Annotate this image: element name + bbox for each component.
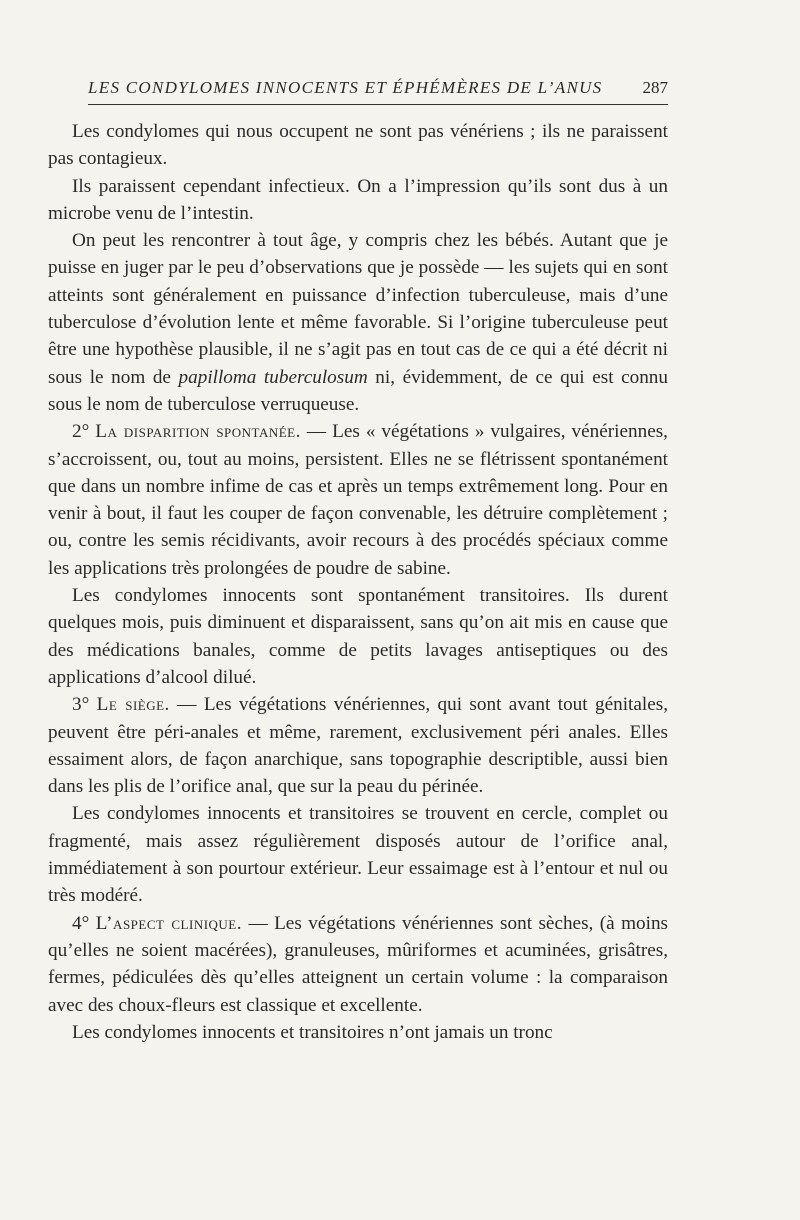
running-title: LES CONDYLOMES INNOCENTS ET ÉPHÉMÈRES DE L’ANUS xyxy=(88,78,603,97)
paragraph-9: Les condylomes innocents et transitoires n’ont jamais un tronc xyxy=(72,1021,553,1043)
section-2-title: La disparition spontanée. xyxy=(95,421,301,443)
section-2-number: 2° xyxy=(72,421,96,443)
book-page xyxy=(48,70,668,1046)
paragraph-2: Ils paraissent cependant infectieux. On a l’impression qu’ils sont dus à un microbe venu de l’intestin. xyxy=(48,175,668,224)
paragraph-5: Les condylomes innocents sont spontanément transitoires. Ils durent quelques mois, puis diminuent et disparaissent, sans qu’on ait mis en cause que des médications banales, comme de petits lavages antiseptiques ou des applications d’alcool dilué. xyxy=(48,585,668,688)
section-2-text: — Les « végétations » vulgaires, vénériennes, s’accroissent, ou, tout au moins, persistent. Elles ne se flétrissent spontanément que dans un nombre infime de cas et après un temps extrêmement long. Pour en venir à bout, il faut les couper de façon convenable, les détruire complètement ; ou, contre les semis récidivants, avoir recours à des procédés spéciaux comme les applications très prolongées de poudre de sabine. xyxy=(48,421,668,579)
running-head xyxy=(88,70,668,105)
page-number: 287 xyxy=(642,78,668,97)
section-3-title: Le siège. xyxy=(96,694,170,716)
latin-term: papilloma tuberculosum xyxy=(178,366,368,388)
section-3-paragraph xyxy=(48,691,668,800)
paragraph-3 xyxy=(48,227,668,418)
section-3-text: — Les végétations vénériennes, qui sont avant tout génitales, peuvent être péri-anales et même, rarement, exclusivement péri anales. Elles essaiment alors, de façon anarchique, sans topographie descriptible, aussi bien dans les plis de l’orifice anal, que sur la peau du périnée. xyxy=(48,694,668,798)
section-4-number: 4° xyxy=(72,912,96,934)
section-4-title: L’aspect clinique. xyxy=(95,912,243,934)
body-text xyxy=(48,118,668,1046)
paragraph-3-text-b: ni, évidemment, de ce qui est connu sous le nom de tuberculose verruqueuse. xyxy=(48,366,668,415)
paragraph-3-text-a: On peut les rencontrer à tout âge, y compris chez les bébés. Autant que je puisse en juger par le peu d’observations que je possède — les sujets qui en sont atteints sont généralement en puissance d’infection tuberculeuse, mais d’une tuberculose d’évolution lente et même favorable. Si l’origine tuberculeuse peut être une hypothèse plausible, il ne s’agit pas en tout cas de ce qui a été décrit ni sous le nom de xyxy=(48,230,668,388)
section-3-number: 3° xyxy=(72,694,97,716)
paragraph-7: Les condylomes innocents et transitoires se trouvent en cercle, complet ou fragmenté, mais assez régulièrement disposés autour de l’orifice anal, immédiatement à son pourtour extérieur. Leur essaimage est à l’entour et nul ou très modéré. xyxy=(48,803,668,907)
section-2-paragraph xyxy=(48,418,668,582)
section-4-text: — Les végétations vénériennes sont sèches, (à moins qu’elles ne soient macérées), granuleuses, mûriformes et acuminées, grisâtres, fermes, pédiculées dès qu’elles atteignent un certain volume : la comparaison avec des choux-fleurs est classique et excellente. xyxy=(48,912,668,1016)
paragraph-1: Les condylomes qui nous occupent ne sont pas vénériens ; ils ne paraissent pas contagieux. xyxy=(48,121,668,170)
section-4-paragraph xyxy=(48,910,668,1019)
